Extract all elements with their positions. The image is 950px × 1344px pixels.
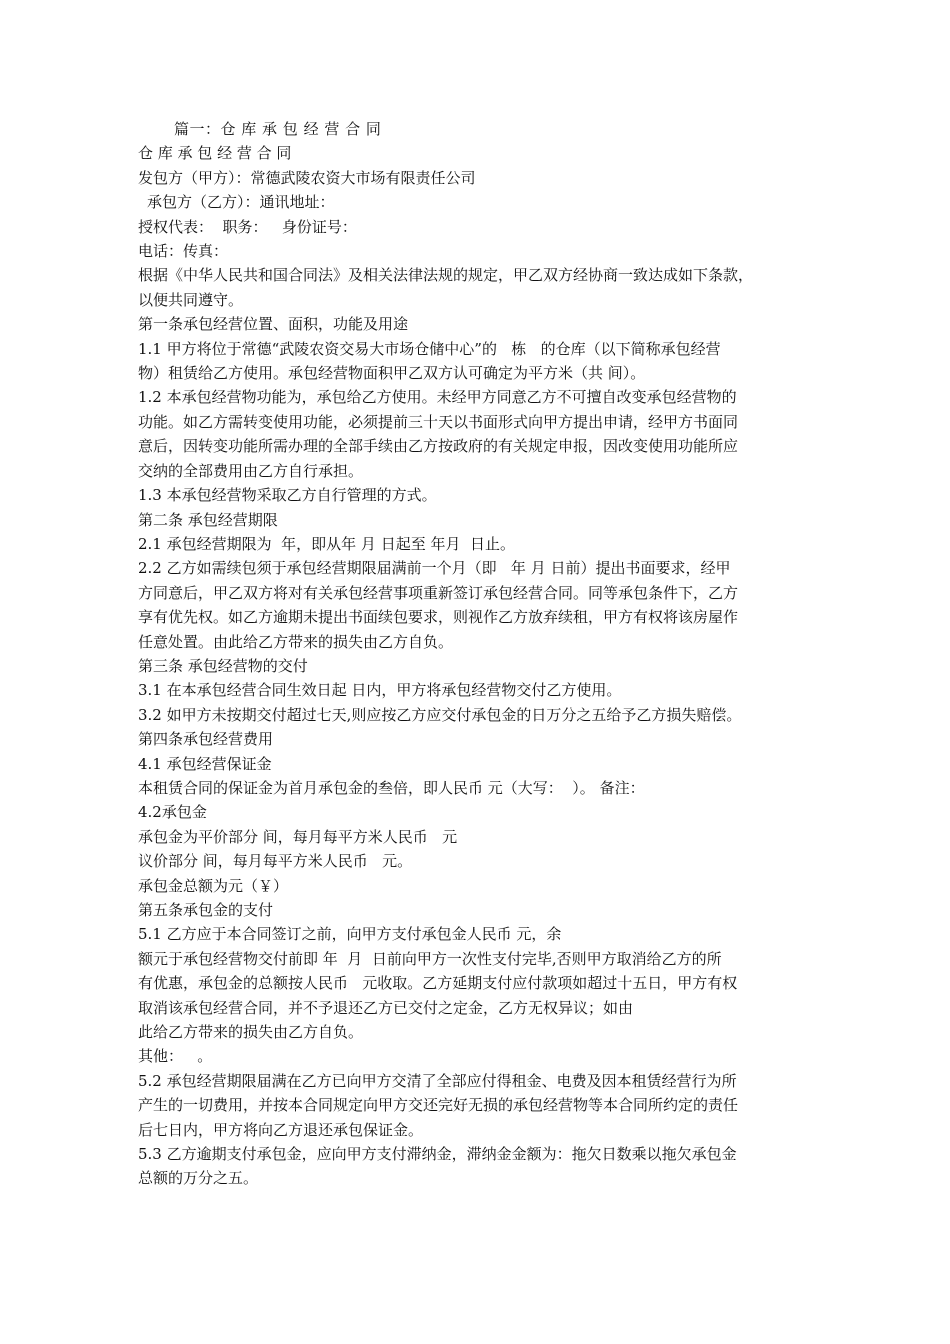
article-5-heading: 第五条承包金的支付 (138, 901, 274, 919)
total-fee-line: 承包金总额为元（￥） (138, 876, 289, 895)
article-2-2-line-3: 享有优先权。如乙方逾期未提出书面续包要求，则视作乙方放弃续租，甲方有权将该房屋作 (138, 608, 739, 627)
article-1-3-line: 1.3 本承包经营物采取乙方自行管理的方式。 (138, 486, 437, 505)
article-5-3-line-1: 5.3 乙方逾期支付承包金，应向甲方支付滞纳金，滞纳金金额为：拖欠日数乘以拖欠承包金 (138, 1145, 737, 1164)
article-5-1-line-4: 取消该承包经营合同，并不予退还乙方已交付之定金，乙方无权异议；如由 (138, 998, 634, 1017)
article-5-2-line-1: 5.2 承包经营期限届满在乙方已向甲方交清了全部应付得租金、电费及因本租赁经营行为所 (138, 1071, 737, 1090)
article-3-1-line: 3.1 在本承包经营合同生效日起 日内，甲方将承包经营物交付乙方使用。 (138, 681, 622, 700)
article-4-1-heading: 4.1 承包经营保证金 (138, 754, 272, 773)
preamble-line-1: 根据《中华人民共和国合同法》及相关法律法规的规定，甲乙双方经协商一致达成如下条款， (138, 266, 754, 285)
other-line: 其他： 。 (138, 1047, 213, 1066)
article-1-1-line-2: 物）租赁给乙方使用。承包经营物面积甲乙双方认可确定为平方米（共 间）。 (138, 364, 646, 383)
party-b-line: 承包方（乙方）：通讯地址： (147, 193, 335, 212)
negotiated-price-line: 议价部分 间，每月每平方米人民币 元。 (138, 852, 413, 871)
article-5-1-line-2: 额元于承包经营物交付前即 年 月 日前向甲方一次性支付完毕,否则甲方取消给乙方的所 (138, 949, 722, 968)
deposit-line: 本租赁合同的保证金为首月承包金的叁倍，即人民币 元（大写： ）。 备注： (138, 778, 645, 797)
preamble-line-2: 以便共同遵守。 (138, 290, 244, 309)
article-3-2-line: 3.2 如甲方未按期交付超过七天,则应按乙方应交付承包金的日万分之五给予乙方损失赔偿。 (138, 705, 742, 724)
article-5-3-line-2: 总额的万分之五。 (138, 1169, 259, 1188)
article-5-1-line-1: 5.1 乙方应于本合同签订之前，向甲方支付承包金人民币 元，余 (138, 925, 562, 944)
article-4-heading: 第四条承包经营费用 (138, 730, 274, 749)
article-1-heading: 第一条承包经营位置、面积，功能及用途 (138, 315, 409, 334)
article-1-2-line-1: 1.2 本承包经营物功能为，承包给乙方使用。未经甲方同意乙方不可擅自改变承包经营物的 (138, 388, 737, 407)
authorized-rep-line: 授权代表： 职务： 身份证号： (138, 217, 357, 236)
document-body (138, 117, 814, 1191)
article-2-2-line-1: 2.2 乙方如需续包须于承包经营期限届满前一个月（即 年 月 日前）提出书面要求，经甲 (138, 559, 731, 578)
article-2-1-line: 2.1 承包经营期限为 年，即从年 月 日起至 年月 日止。 (138, 534, 516, 553)
article-1-2-line-4: 交纳的全部费用由乙方自行承担。 (138, 461, 364, 480)
article-1-1-line-1: 1.1 甲方将位于常德“武陵农资交易大市场仓储中心”的 栋 的仓库（以下简称承包经营 (138, 339, 721, 358)
article-5-2-line-2: 产生的一切费用，并按本合同规定向甲方交还完好无损的承包经营物等本合同所约定的责任 (138, 1096, 739, 1115)
article-3-heading: 第三条 承包经营物的交付 (138, 656, 308, 675)
article-2-2-line-2: 方同意后，甲乙双方将对有关承包经营事项重新签订承包经营合同。同等承包条件下，乙方 (138, 583, 739, 602)
party-a-line: 发包方（甲方）：常德武陵农资大市场有限责任公司 (138, 168, 476, 187)
contract-title: 仓 库 承 包 经 营 合 同 (138, 144, 292, 163)
article-2-2-line-4: 任意处置。由此给乙方带来的损失由乙方自负。 (138, 632, 454, 651)
article-5-1-line-3: 有优惠，承包金的总额按人民币 元收取。乙方延期支付应付款项如超过十五日，甲方有权 (138, 974, 738, 993)
flat-price-line: 承包金为平价部分 间，每月每平方米人民币 元 (138, 827, 458, 846)
article-5-2-line-3: 后七日内，甲方将向乙方退还承包保证金。 (138, 1120, 424, 1139)
article-1-2-line-2: 功能。如乙方需转变使用功能，必须提前三十天以书面形式向甲方提出申请，经甲方书面同 (138, 412, 739, 431)
document-heading: 篇一：仓 库 承 包 经 营 合 同 (174, 120, 382, 138)
article-1-2-line-3: 意后，因转变功能所需办理的全部手续由乙方按政府的有关规定申报，因改变使用功能所应 (138, 437, 739, 456)
article-4-2-heading: 4.2承包金 (138, 803, 207, 822)
contact-line: 电话：传真： (138, 242, 229, 261)
article-2-heading: 第二条 承包经营期限 (138, 510, 278, 529)
article-5-1-line-5: 此给乙方带来的损失由乙方自负。 (138, 1023, 364, 1042)
